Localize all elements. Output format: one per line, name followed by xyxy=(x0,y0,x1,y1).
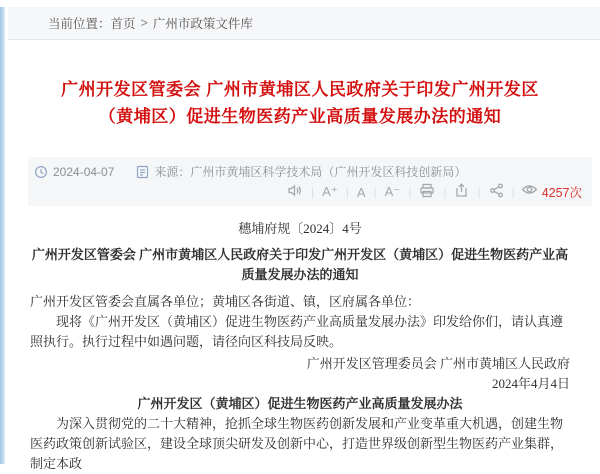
toolbar-divider: | xyxy=(511,185,515,199)
view-count: 4257次 xyxy=(541,186,582,200)
document-body xyxy=(30,219,570,474)
eye-icon xyxy=(521,183,538,201)
article-toolbar xyxy=(34,183,582,201)
print-icon xyxy=(419,183,435,201)
toolbar-divider: | xyxy=(373,185,377,199)
page-left-accent xyxy=(0,7,5,464)
print-button[interactable] xyxy=(417,183,437,201)
clock-icon xyxy=(34,165,48,179)
audio-icon xyxy=(287,183,303,201)
doc-heading: 广州开发区管委会 广州市黄埔区人民政府关于印发广州开发区（黄埔区）促进生物医药产业高质量发展办法的通知 xyxy=(31,247,569,282)
font-reset-button[interactable]: A xyxy=(356,184,366,200)
article-meta-bar xyxy=(28,157,592,206)
toolbar-divider: | xyxy=(477,185,481,199)
toolbar-divider: | xyxy=(443,185,447,199)
view-counter xyxy=(521,183,582,201)
doc-paragraph: 为深入贯彻党的二十大精神，抢抓全球生物医药创新发展和产业变革重大机遇，创建生物医药政策创新试验区，建设全球顶尖研发及创新中心，打造世界级创新型生物医药产业集群，制定本政 xyxy=(30,416,564,471)
audio-read-button[interactable] xyxy=(285,183,305,201)
export-icon xyxy=(454,183,469,201)
doc-paragraph: 现将《广州开发区（黄埔区）促进生物医药产业高质量发展办法》印发给你们，请认真遵照执行。执行过程中如遇问题，请径向区科技局反映。 xyxy=(30,314,564,349)
toolbar-divider: | xyxy=(408,185,412,199)
doc-subtitle: 广州开发区（黄埔区）促进生物医药产业高质量发展办法 xyxy=(137,396,463,411)
page-title: 广州开发区管委会 广州市黄埔区人民政府关于印发广州开发区（黄埔区）促进生物医药产业高质量发展办法的通知 xyxy=(61,80,539,126)
export-button[interactable] xyxy=(452,183,471,201)
doc-sign-date: 2024年4月4日 xyxy=(491,376,570,391)
share-icon xyxy=(489,183,504,201)
breadcrumb-section-link[interactable]: 广州市政策文件库 xyxy=(152,17,253,31)
toolbar-divider: | xyxy=(345,185,349,199)
source-label: 来源： xyxy=(154,165,191,179)
publish-date: 2024-04-07 xyxy=(53,164,115,179)
breadcrumb-home-link[interactable]: 首页 xyxy=(110,17,136,31)
meta-row xyxy=(34,163,582,180)
font-decrease-button[interactable]: A⁻ xyxy=(384,184,401,199)
source-name: 广州市黄埔区科学技术局（广州开发区科技创新局） xyxy=(190,165,467,179)
document-icon xyxy=(136,165,149,179)
share-button[interactable] xyxy=(487,183,506,201)
breadcrumb xyxy=(8,7,600,40)
breadcrumb-separator: > xyxy=(140,16,148,30)
font-increase-button[interactable]: A⁺ xyxy=(322,184,338,199)
doc-number: 穗埔府规〔2024〕4号 xyxy=(238,221,362,236)
toolbar-divider: | xyxy=(311,185,315,199)
doc-salutation: 广州开发区管委会直属各单位；黄埔区各街道、镇，区府属各单位： xyxy=(30,294,421,309)
doc-signer: 广州开发区管理委员会 广州市黄埔区人民政府 xyxy=(306,356,570,371)
breadcrumb-label: 当前位置： xyxy=(48,17,111,31)
